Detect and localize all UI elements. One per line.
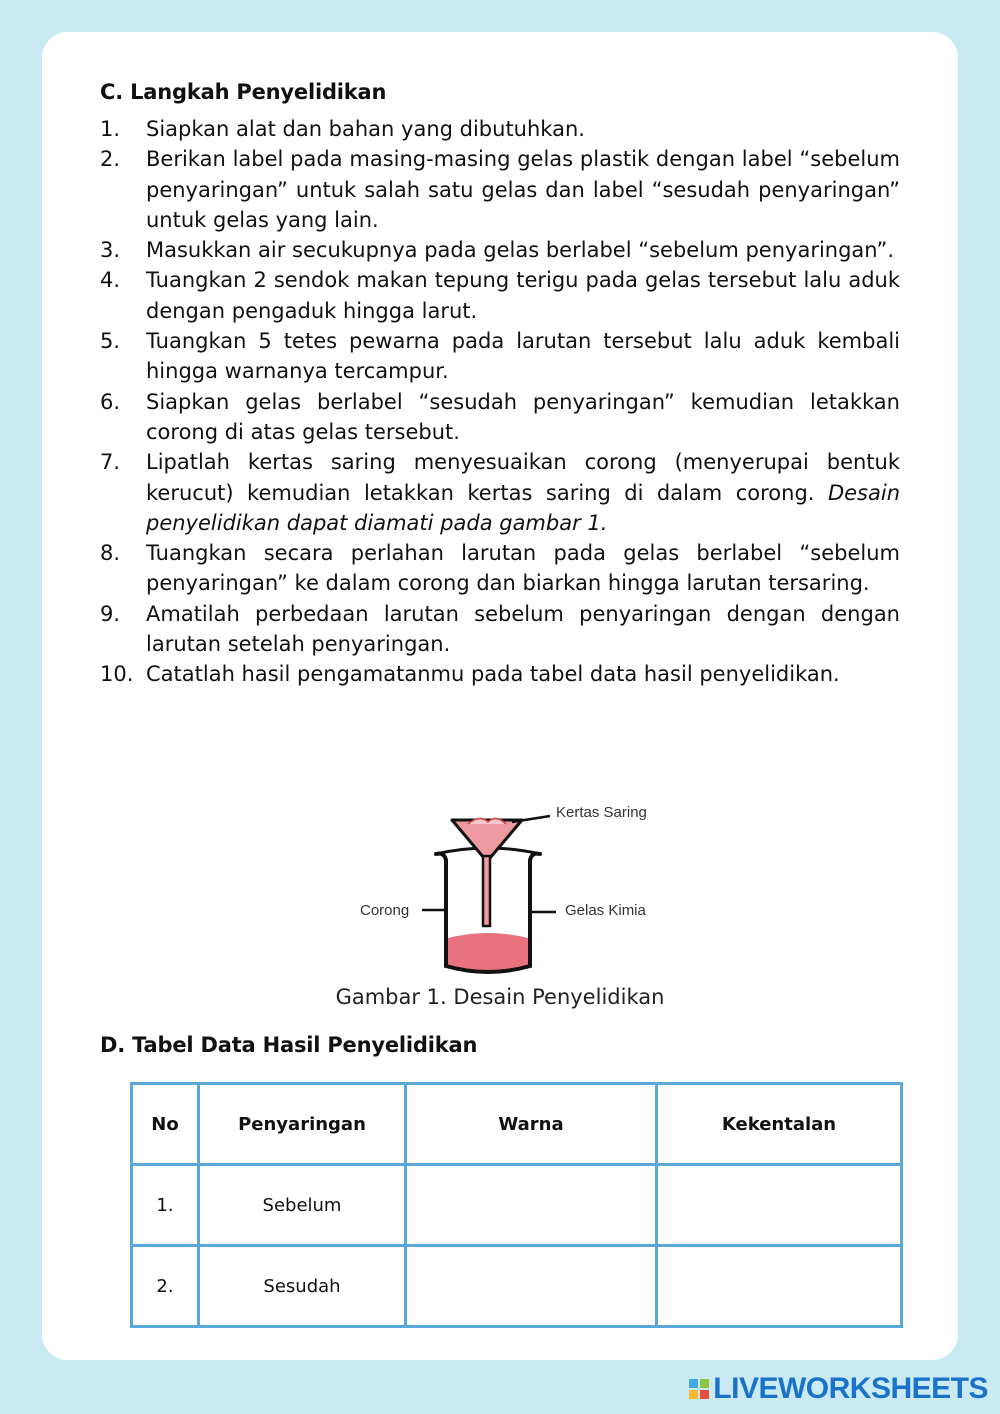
- step-number: 7.: [100, 450, 121, 475]
- step-text-italic: Desain penyelidikan dapat diamati pada gambar 1.: [146, 480, 900, 535]
- cell-no: 2.: [132, 1246, 199, 1327]
- cell-kekentalan-input[interactable]: [657, 1165, 902, 1246]
- step-text: Amatilah perbedaan larutan sebelum penyaringan dengan dengan larutan setelah penyaringan.: [146, 601, 900, 657]
- header-kekentalan: Kekentalan: [657, 1084, 902, 1165]
- step-text-wrap: [146, 447, 900, 538]
- step-item: [100, 659, 900, 689]
- step-item: [100, 114, 900, 144]
- step-item: [100, 265, 900, 326]
- table-row: [132, 1165, 902, 1246]
- label-funnel: Corong: [360, 902, 410, 919]
- section-d-title: D. Tabel Data Hasil Penyelidikan: [100, 1033, 478, 1057]
- cell-no: 1.: [132, 1165, 199, 1246]
- step-number: 4.: [100, 268, 121, 293]
- step-text: Tuangkan secara perlahan larutan pada gelas berlabel “sebelum penyaringan” ke dalam corong dan biarkan hingga larutan tersaring.: [146, 541, 900, 596]
- step-number: 9.: [100, 601, 121, 626]
- filtration-diagram: [340, 798, 680, 983]
- liquid-fill: [448, 933, 528, 971]
- step-item: [100, 599, 900, 660]
- liveworksheets-logo: [689, 1372, 988, 1406]
- header-no: No: [132, 1084, 199, 1165]
- step-text: Lipatlah kertas saring menyesuaikan corong (menyerupai bentuk kerucut) kemudian letakkan kertas saring di dalam corong.: [146, 450, 900, 505]
- header-warna: Warna: [406, 1084, 657, 1165]
- step-number: 5.: [100, 329, 121, 354]
- cell-warna-input[interactable]: [406, 1246, 657, 1327]
- cell-warna-input[interactable]: [406, 1165, 657, 1246]
- cell-kekentalan-input[interactable]: [657, 1246, 902, 1327]
- step-number: 10.: [100, 662, 134, 687]
- step-item: [100, 447, 900, 538]
- step-number: 2.: [100, 147, 121, 172]
- step-number: 8.: [100, 541, 121, 566]
- step-item: [100, 538, 900, 599]
- figure-caption: Gambar 1. Desain Penyelidikan: [335, 985, 665, 1009]
- step-number: 6.: [100, 389, 121, 414]
- step-text: Masukkan air secukupnya pada gelas berlabel “sebelum penyaringan”.: [146, 238, 895, 263]
- filtration-figure: [340, 798, 680, 983]
- funnel-stem: [483, 856, 490, 926]
- cell-penyaringan: Sesudah: [199, 1246, 406, 1327]
- cell-penyaringan: Sebelum: [199, 1165, 406, 1246]
- step-text: Tuangkan 2 sendok makan tepung terigu pada gelas tersebut lalu aduk dengan pengaduk hingga larut.: [146, 268, 900, 323]
- step-item: [100, 326, 900, 387]
- step-text: Siapkan gelas berlabel “sesudah penyaringan” kemudian letakkan corong di atas gelas tersebut.: [146, 389, 900, 444]
- step-item: [100, 387, 900, 448]
- step-text: Siapkan alat dan bahan yang dibutuhkan.: [146, 117, 585, 141]
- step-text: Catatlah hasil pengamatanmu pada tabel data hasil penyelidikan.: [146, 662, 840, 687]
- steps-list: [100, 114, 900, 690]
- step-number: 3.: [100, 238, 121, 263]
- table-row: [132, 1246, 902, 1327]
- header-penyaringan: Penyaringan: [199, 1084, 406, 1165]
- brand-name: LIVEWORKSHEETS: [713, 1372, 988, 1405]
- step-number: 1.: [100, 117, 121, 141]
- table-header-row: [132, 1084, 902, 1165]
- step-text: Tuangkan 5 tetes pewarna pada larutan tersebut lalu aduk kembali hingga warnanya tercampur.: [146, 329, 900, 384]
- results-table: [130, 1082, 903, 1328]
- funnel-cone: [452, 820, 522, 858]
- liveworksheets-icon: [689, 1379, 709, 1399]
- step-item: [100, 144, 900, 235]
- step-item: [100, 235, 900, 265]
- label-filter-paper: Kertas Saring: [556, 804, 647, 821]
- step-text: Berikan label pada masing-masing gelas plastik dengan label “sebelum penyaringan” untuk salah satu gelas dan label “sesudah penyaringan” untuk gelas yang lain.: [146, 147, 900, 232]
- label-beaker: Gelas Kimia: [565, 902, 646, 919]
- section-c-title: C. Langkah Penyelidikan: [100, 80, 387, 104]
